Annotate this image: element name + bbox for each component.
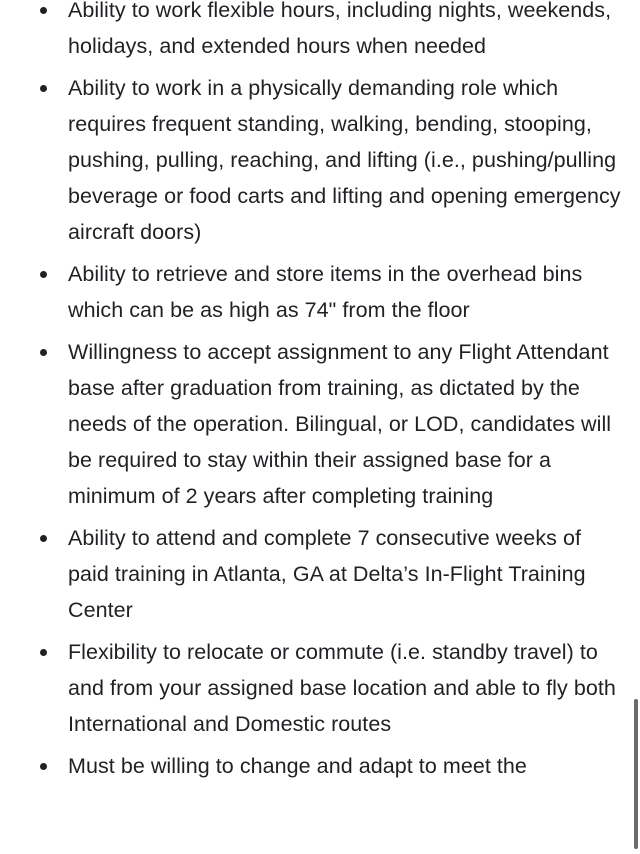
list-item xyxy=(0,70,632,250)
bullet-icon xyxy=(40,649,47,656)
bullet-icon xyxy=(40,763,47,770)
list-item-text: Ability to attend and complete 7 consecutive weeks of paid training in Atlanta, GA at Delta’s In-Flight Training Center xyxy=(68,526,586,622)
list-item-text: Flexibility to relocate or commute (i.e. standby travel) to and from your assigned base location and able to fly both International and Domestic routes xyxy=(68,640,616,736)
list-item-text: Ability to work flexible hours, including nights, weekends, holidays, and extended hours when needed xyxy=(68,0,612,58)
list-item xyxy=(0,520,632,628)
list-item-text: Ability to retrieve and store items in the overhead bins which can be as high as 74" from the floor xyxy=(68,262,583,322)
list-item-text: Must be willing to change and adapt to meet the xyxy=(68,754,527,778)
list-item xyxy=(0,334,632,514)
list-item-text: Willingness to accept assignment to any Flight Attendant base after graduation from training, as dictated by the needs of the operation. Bilingual, or LOD, candidates will be required to stay within their assigned base for a minimum of 2 years after completing training xyxy=(68,340,612,508)
bullet-icon xyxy=(40,85,47,92)
bullet-icon xyxy=(40,271,47,278)
list-item xyxy=(0,0,632,64)
bullet-icon xyxy=(40,535,47,542)
list-item-text: Ability to work in a physically demanding role which requires frequent standing, walking, bending, stooping, pushing, pulling, reaching, and lifting (i.e., pushing/pulling beverage or food carts and lifting and opening emergency aircraft doors) xyxy=(68,76,621,244)
bullet-icon xyxy=(40,7,47,14)
list-item xyxy=(0,634,632,742)
list-item xyxy=(0,256,632,328)
list-item xyxy=(0,748,632,784)
bullet-icon xyxy=(40,349,47,356)
scrollbar-thumb[interactable] xyxy=(634,699,638,849)
